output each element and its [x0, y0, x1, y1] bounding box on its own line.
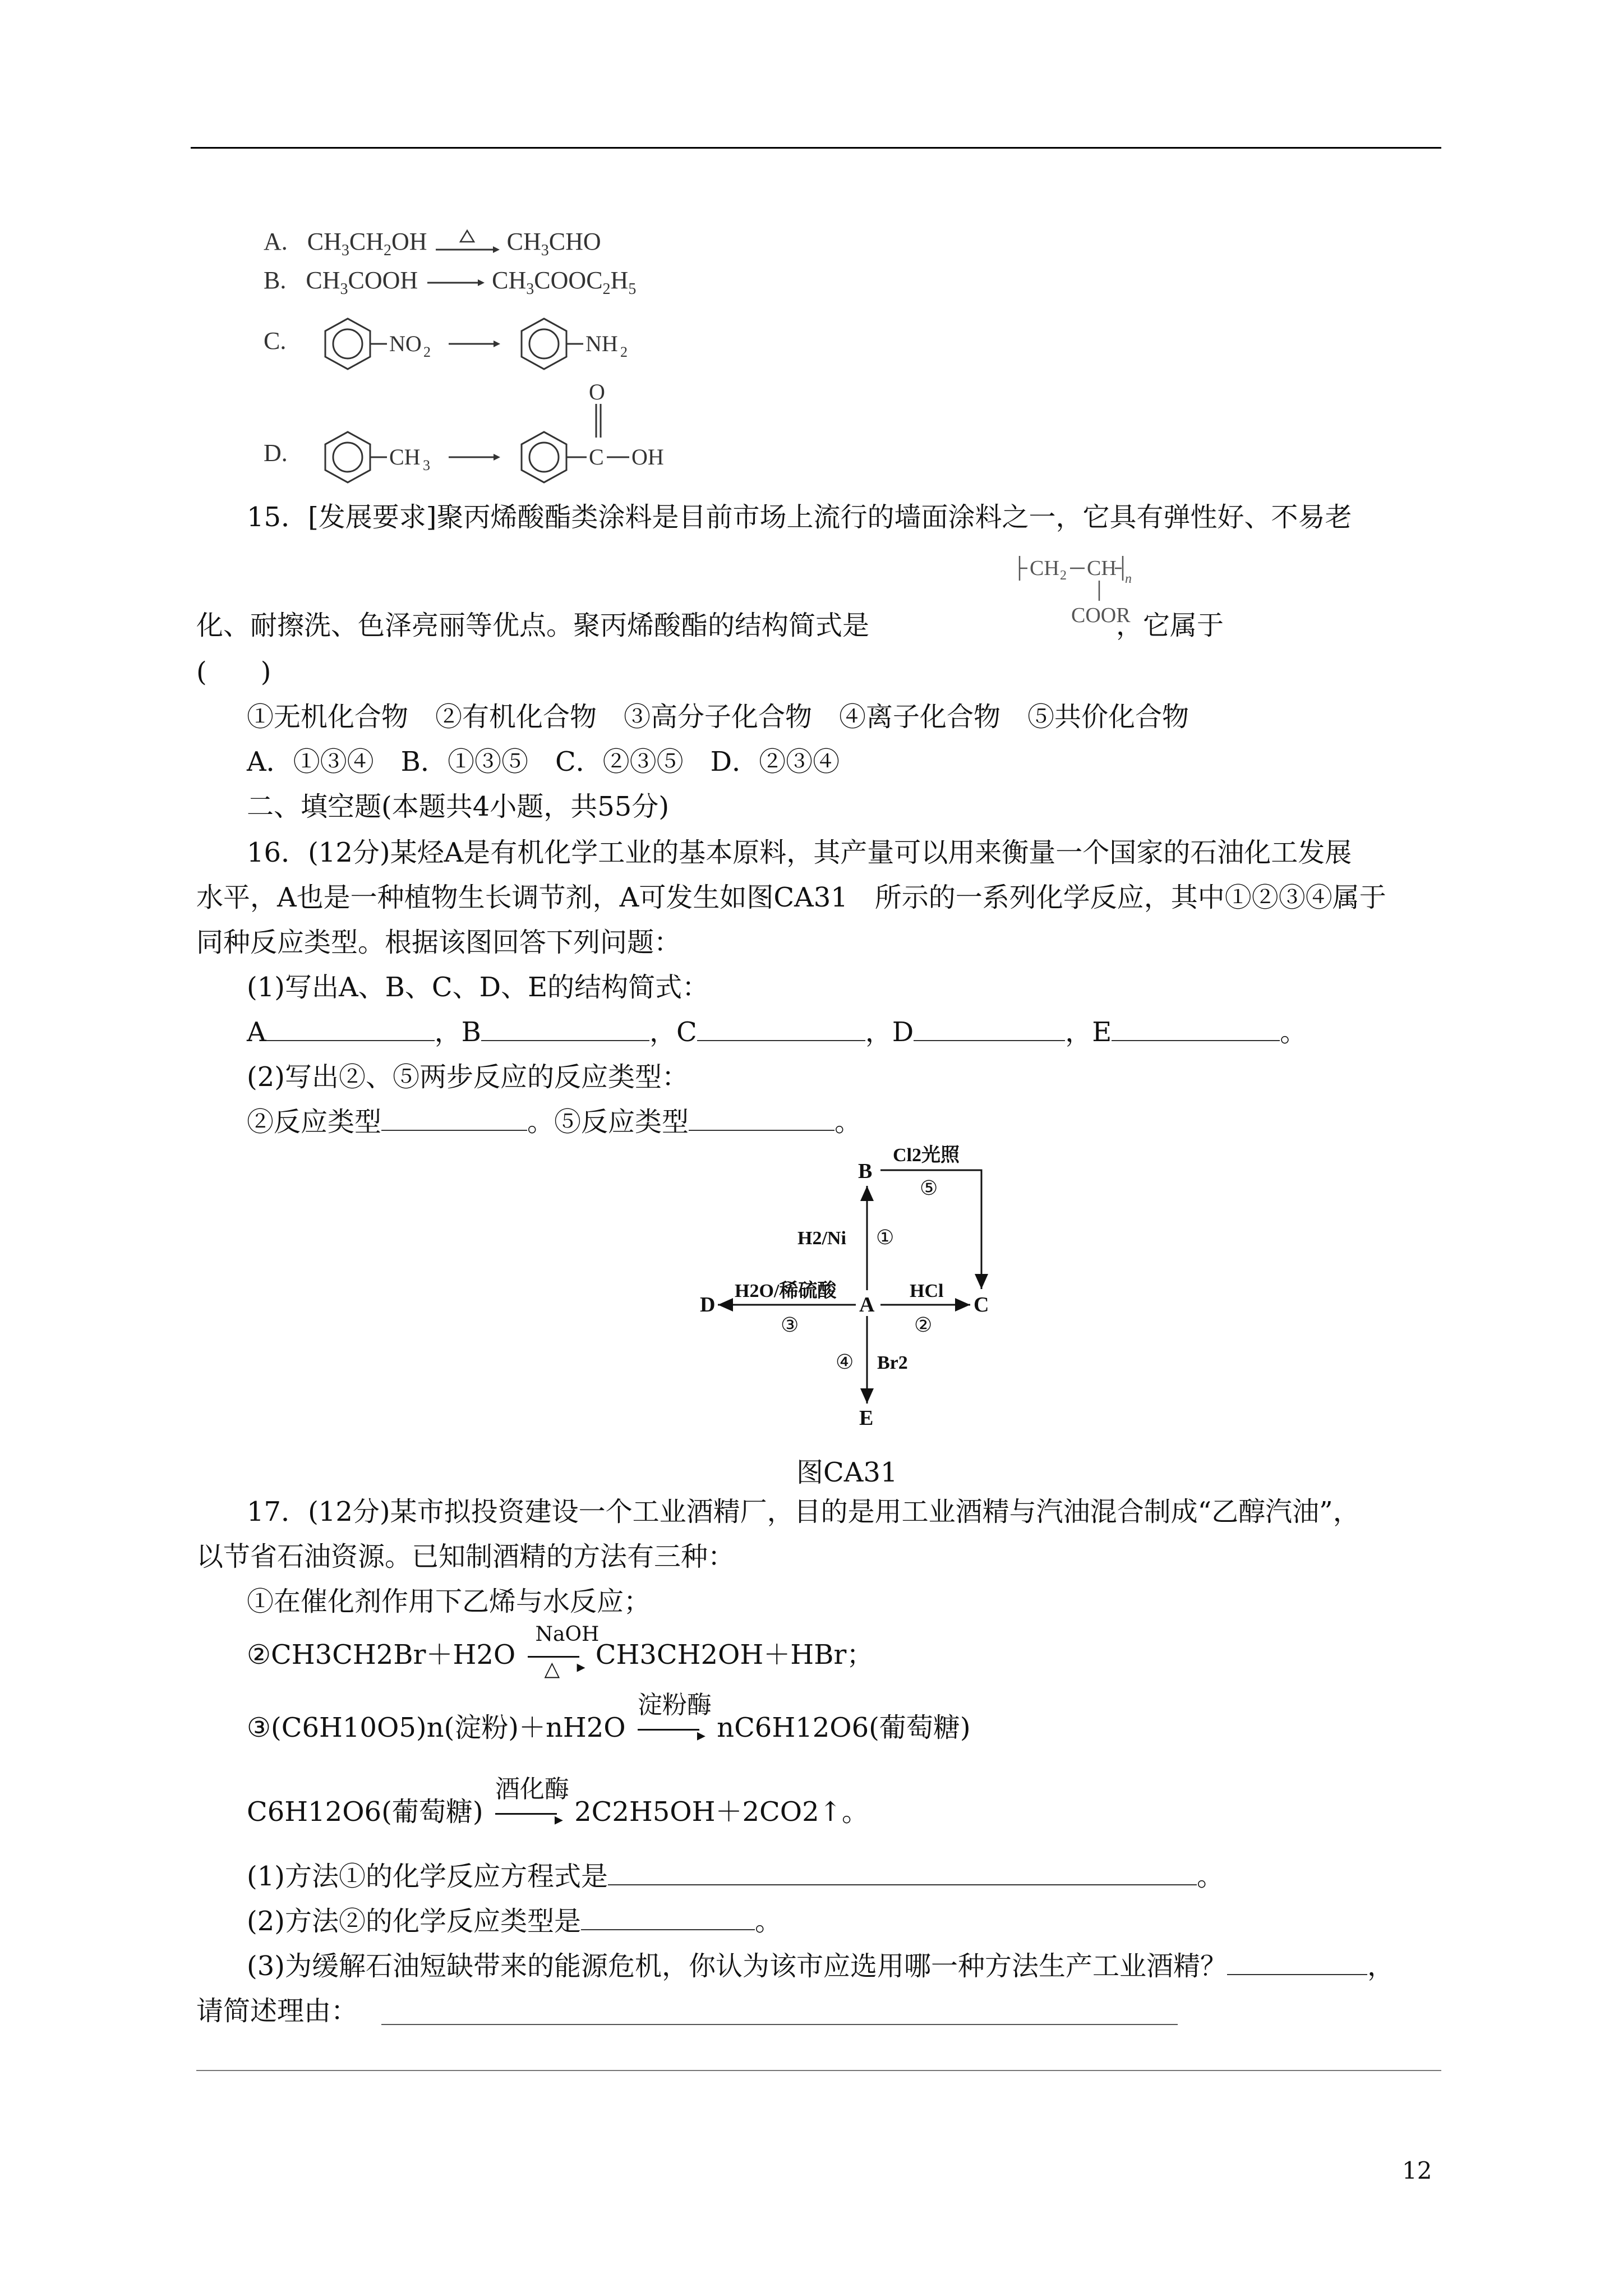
part3-end: ， [1367, 1950, 1395, 1982]
option-d-label: D. [264, 439, 288, 467]
answer-blank-part3[interactable] [1227, 1952, 1367, 1975]
types-end: 。 [834, 1106, 862, 1138]
node-c: C [974, 1293, 989, 1317]
method2-left: ②CH3CH2Br＋H2O [247, 1639, 516, 1671]
svg-text:2: 2 [620, 344, 628, 360]
node-e: E [859, 1406, 874, 1430]
answer-blank-a[interactable] [266, 1018, 435, 1041]
option-c-label: C. [264, 327, 287, 355]
part2-end: 。 [755, 1906, 782, 1937]
benzene-ring-icon [325, 432, 370, 482]
q16-blanks-row [247, 1015, 1307, 1049]
option-a-label: A. [264, 228, 288, 256]
svg-text:NH: NH [585, 331, 618, 356]
answer-bracket: ( ) [196, 656, 271, 688]
q17-part2 [247, 1904, 782, 1938]
blank-label-a: A [247, 1016, 266, 1048]
q16-sub1: (1)写出A、B、C、D、E的结构简式： [247, 972, 709, 1003]
svg-text:COOR: COOR [1071, 604, 1131, 627]
method4-left: C6H12O6(葡萄糖) [247, 1796, 483, 1828]
method3-condition: 淀粉酶 ▸ [638, 1713, 705, 1747]
q17-method3 [247, 1690, 971, 1747]
benzene-ring-icon [325, 319, 370, 369]
svg-text:CH: CH [1087, 556, 1117, 580]
label-br2: Br2 [877, 1352, 908, 1373]
part4-text: 请简述理由： [196, 1995, 358, 2027]
type2-label: ②反应类型 [247, 1106, 382, 1138]
q17-method1: ①在催化剂作用下乙烯与水反应； [247, 1586, 651, 1617]
reaction-diagram [690, 1139, 1082, 1453]
label-step4: ④ [836, 1351, 854, 1373]
blank-label-d: ，D [865, 1016, 914, 1048]
method4-right: 2C2H5OH＋2CO2↑。 [574, 1796, 869, 1828]
answer-blank-type2[interactable] [381, 1107, 527, 1131]
q16-line3: 同种反应类型。根据该图回答下列问题： [196, 927, 681, 958]
method2-cond-bottom: △ [544, 1657, 560, 1681]
figure-caption: 图CA31 [796, 1457, 898, 1488]
q15-line2 [196, 609, 869, 642]
part1-end: 。 [1197, 1861, 1224, 1892]
option-b: B. $CH_3COOH$ $CH_3COOC_2H_5$ [264, 266, 637, 298]
q15-choices: ①无机化合物 ②有机化合物 ③高分子化合物 ④离子化合物 ⑤共价化合物 [247, 701, 1189, 733]
method3-right: nC6H12O6(葡萄糖) [717, 1712, 971, 1743]
type5-label: 。⑤反应类型 [527, 1106, 689, 1138]
heat-arrow [434, 227, 501, 261]
q17-part4 [196, 1994, 358, 2028]
node-d: D [700, 1293, 716, 1317]
option-a: A. $CH_3CH_2OH$ $CH_3CHO$ [264, 227, 601, 261]
q16-sub2: (2)写出②、⑤两步反应的反应类型： [247, 1061, 689, 1093]
method4-condition: 酒化酶 ▸ [495, 1797, 562, 1831]
header-rule [191, 147, 1441, 149]
method2-condition: NaOH △ ▸ [528, 1640, 584, 1674]
answer-blank-d[interactable] [914, 1018, 1065, 1041]
section-heading: 二、填空题(本题共4小题，共55分) [247, 791, 670, 822]
answer-line-reason[interactable] [381, 2024, 1178, 2025]
q15-line1: 15．[发展要求]聚丙烯酸酯类涂料是目前市场上流行的墙面涂料之一，它具有弹性好、不易老 [247, 501, 1352, 533]
blank-end: 。 [1280, 1016, 1307, 1048]
q17-method2 [247, 1622, 874, 1681]
method2-right: CH3CH2OH＋HBr； [595, 1639, 874, 1671]
label-step1: ① [876, 1226, 895, 1249]
answer-blank-c[interactable] [697, 1018, 865, 1041]
q17-method4 [247, 1774, 869, 1831]
method2-cond-top: NaOH [535, 1622, 600, 1646]
label-step3: ③ [781, 1314, 799, 1336]
option-c-structures [314, 314, 763, 376]
node-a: A [859, 1293, 875, 1317]
q15-line2-after: ，它属于 [1116, 610, 1224, 641]
q17-part1 [247, 1860, 1224, 1893]
label-step5: ⑤ [920, 1177, 938, 1199]
q15-answers: A．①③④ B．①③⑤ C．②③⑤ D．②③④ [247, 746, 840, 777]
svg-text:CH: CH [389, 444, 421, 470]
svg-text:C: C [589, 444, 604, 470]
option-d-structures [314, 381, 819, 494]
svg-text:OH: OH [631, 444, 664, 470]
q17-line1: 17．(12分)某市拟投资建设一个工业酒精厂，目的是用工业酒精与汽油混合制成“乙醇汽油”， [247, 1496, 1360, 1527]
q17-line2: 以节省石油资源。已知制酒精的方法有三种： [196, 1541, 735, 1572]
svg-text:n: n [1125, 572, 1132, 586]
blank-label-e: ，E [1065, 1016, 1112, 1048]
part3-text: (3)为缓解石油短缺带来的能源危机，你认为该市应选用哪一种方法生产工业酒精？ [247, 1950, 1227, 1982]
answer-blank-e[interactable] [1112, 1018, 1280, 1041]
answer-blank-part2[interactable] [581, 1907, 755, 1930]
svg-text:2: 2 [423, 344, 431, 360]
label-hcl: HCl [910, 1281, 944, 1301]
answer-blank-b[interactable] [481, 1018, 649, 1041]
answer-blank-part1[interactable] [608, 1862, 1197, 1885]
svg-text:2: 2 [1060, 568, 1067, 583]
q16-types-row [247, 1105, 861, 1139]
option-b-label: B. [264, 266, 287, 294]
svg-text:O: O [589, 381, 605, 404]
reaction-arrow [424, 272, 486, 294]
benzene-ring-icon [522, 319, 566, 369]
answer-blank-type5[interactable] [689, 1107, 834, 1131]
blank-label-c: ，C [649, 1016, 697, 1048]
q16-line1: 16．(12分)某烃A是有机化学工业的基本原料，其产量可以用来衡量一个国家的石油化工发展 [247, 837, 1352, 868]
benzene-ring-icon [522, 432, 566, 482]
method3-left: ③(C6H10O5)n(淀粉)＋nH2O [247, 1712, 626, 1743]
part1-text: (1)方法①的化学反应方程式是 [247, 1861, 608, 1892]
part2-text: (2)方法②的化学反应类型是 [247, 1906, 581, 1937]
node-b: B [858, 1159, 873, 1183]
page-number: 12 [1402, 2157, 1432, 2184]
blank-label-b: ，B [434, 1016, 481, 1048]
answer-line-full[interactable] [196, 2070, 1441, 2071]
q16-line2: 水平，A也是一种植物生长调节剂，A可发生如图CA31 所示的一系列化学反应，其中①②③④属于 [196, 882, 1386, 913]
method4-cond: 酒化酶 [495, 1774, 569, 1803]
svg-text:NO: NO [389, 331, 422, 356]
svg-text:3: 3 [423, 457, 430, 473]
label-h2ni: H2/Ni [797, 1228, 846, 1249]
label-step2: ② [914, 1314, 933, 1336]
svg-text:CH: CH [1030, 556, 1059, 580]
label-h2o-acid: H2O/稀硫酸 [735, 1281, 837, 1301]
label-cl2-light: Cl2光照 [893, 1145, 960, 1166]
method3-cond: 淀粉酶 [637, 1690, 712, 1719]
q17-part3 [247, 1949, 1394, 1983]
q15-line2-before: 化、耐擦洗、色泽亮丽等优点。聚丙烯酸酯的结构简式是 [196, 610, 870, 641]
